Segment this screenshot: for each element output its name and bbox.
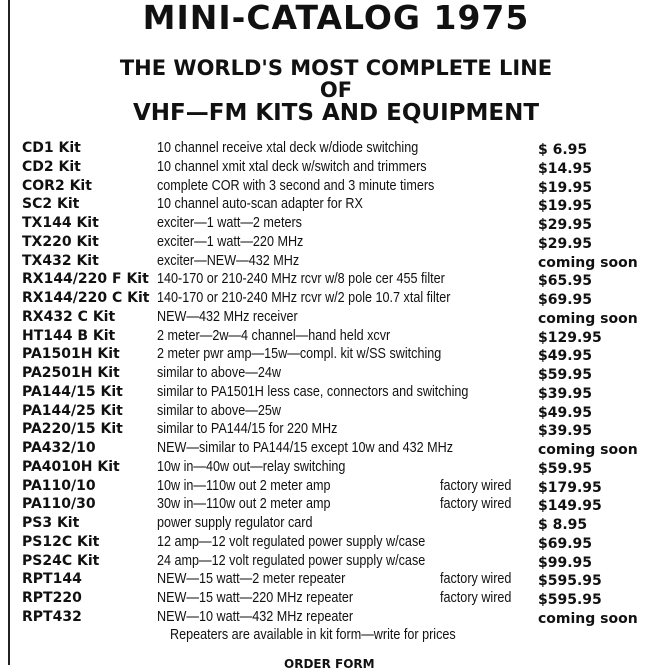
factory-wired-note: factory wired [440, 477, 512, 494]
item-price: $179.95 [538, 480, 602, 496]
model-number: HT144 B Kit [22, 328, 116, 344]
item-description: complete COR with 3 second and 3 minute timers [157, 177, 435, 194]
catalog-row [0, 552, 672, 570]
item-price: $29.95 [538, 217, 593, 233]
item-price: $39.95 [538, 386, 593, 402]
item-price: $ 6.95 [538, 142, 588, 158]
subtitle-line-3: VHF—FM KITS AND EQUIPMENT [132, 100, 540, 126]
model-number: RX144/220 F Kit [22, 271, 149, 287]
model-number: PA144/15 Kit [22, 384, 123, 400]
item-price: coming soon [538, 255, 638, 271]
item-description: 10 channel xmit xtal deck w/switch and trimmers [157, 158, 427, 175]
catalog-row [0, 589, 672, 607]
catalog-row [0, 345, 672, 363]
item-description: similar to above—24w [157, 364, 281, 381]
item-price: $29.95 [538, 236, 593, 252]
item-price: $59.95 [538, 367, 593, 383]
model-number: TX432 Kit [22, 253, 99, 269]
item-price: $19.95 [538, 180, 593, 196]
catalog-row [0, 402, 672, 420]
model-number: RX144/220 C Kit [22, 290, 150, 306]
item-description: exciter—1 watt—220 MHz [157, 233, 304, 250]
model-number: TX144 Kit [22, 215, 99, 231]
catalog-row [0, 139, 672, 157]
item-description: 30w in—110w out 2 meter amp [157, 495, 331, 512]
item-price: $99.95 [538, 555, 593, 571]
item-description: 2 meter pwr amp—15w—compl. kit w/SS switching [157, 345, 442, 362]
model-number: RPT220 [22, 590, 82, 606]
item-description: NEW—432 MHz receiver [157, 308, 298, 325]
item-price: coming soon [538, 311, 638, 327]
item-description: 140-170 or 210-240 MHz rcvr w/2 pole 10.7 xtal filter [157, 289, 451, 306]
model-number: CD2 Kit [22, 159, 81, 175]
catalog-row [0, 383, 672, 401]
item-description: power supply regulator card [157, 514, 313, 531]
catalog-row [0, 439, 672, 457]
catalog-row [0, 233, 672, 251]
item-description: similar to above—25w [157, 402, 281, 419]
catalog-row [0, 214, 672, 232]
item-price: $14.95 [538, 161, 593, 177]
catalog-row [0, 420, 672, 438]
item-description: NEW—10 watt—432 MHz repeater [157, 608, 354, 625]
catalog-title: MINI-CATALOG 1975 [142, 0, 530, 37]
model-number: RPT144 [22, 571, 82, 587]
catalog-row [0, 495, 672, 513]
item-price: $ 8.95 [538, 517, 588, 533]
model-number: RX432 C Kit [22, 309, 116, 325]
item-price: $149.95 [538, 498, 602, 514]
item-price: $65.95 [538, 273, 593, 289]
catalog-row [0, 327, 672, 345]
catalog-row [0, 477, 672, 495]
factory-wired-note: factory wired [440, 589, 512, 606]
item-description: 24 amp—12 volt regulated power supply w/case [157, 552, 426, 569]
catalog-row [0, 458, 672, 476]
item-price: $49.95 [538, 348, 593, 364]
model-number: PA432/10 [22, 440, 96, 456]
repeater-footnote: Repeaters are available in kit form—write for prices [170, 626, 456, 643]
item-description: NEW—15 watt—2 meter repeater [157, 570, 346, 587]
catalog-row [0, 270, 672, 288]
catalog-row [0, 158, 672, 176]
item-description: similar to PA144/15 for 220 MHz [157, 420, 338, 437]
catalog-row [0, 570, 672, 588]
catalog-row [0, 514, 672, 532]
item-description: NEW—similar to PA144/15 except 10w and 432 MHz [157, 439, 454, 456]
model-number: PS3 Kit [22, 515, 80, 531]
model-number: PA4010H Kit [22, 459, 120, 475]
order-form-heading: ORDER FORM [284, 657, 375, 671]
model-number: PA1501H Kit [22, 346, 120, 362]
factory-wired-note: factory wired [440, 570, 512, 587]
item-price: $69.95 [538, 292, 593, 308]
model-number: PS12C Kit [22, 534, 100, 550]
model-number: SC2 Kit [22, 196, 80, 212]
model-number: PA220/15 Kit [22, 421, 123, 437]
model-number: PS24C Kit [22, 553, 100, 569]
catalog-row [0, 533, 672, 551]
item-price: $595.95 [538, 592, 602, 608]
catalog-row [0, 177, 672, 195]
catalog-row [0, 195, 672, 213]
item-price: $595.95 [538, 573, 602, 589]
item-price: coming soon [538, 611, 638, 627]
model-number: COR2 Kit [22, 178, 92, 194]
item-price: $39.95 [538, 423, 593, 439]
subtitle-line-2: OF [319, 78, 353, 102]
catalog-row [0, 252, 672, 270]
item-price: $19.95 [538, 198, 593, 214]
item-price: $69.95 [538, 536, 593, 552]
subtitle-line-1: THE WORLD'S MOST COMPLETE LINE [119, 56, 553, 80]
item-description: 140-170 or 210-240 MHz rcvr w/8 pole cer 455 filter [157, 270, 445, 287]
model-number: PA110/30 [22, 496, 96, 512]
item-price: $129.95 [538, 330, 602, 346]
item-description: exciter—NEW—432 MHz [157, 252, 300, 269]
catalog-row [0, 308, 672, 326]
item-description: 10 channel auto-scan adapter for RX [157, 195, 363, 212]
item-price: $59.95 [538, 461, 593, 477]
catalog-row [0, 364, 672, 382]
model-number: PA2501H Kit [22, 365, 120, 381]
model-number: PA110/10 [22, 478, 96, 494]
item-description: 10w in—110w out 2 meter amp [157, 477, 331, 494]
item-price: $49.95 [538, 405, 593, 421]
item-description: 2 meter—2w—4 channel—hand held xcvr [157, 327, 391, 344]
item-description: similar to PA1501H less case, connectors and switching [157, 383, 469, 400]
item-price: coming soon [538, 442, 638, 458]
catalog-row [0, 289, 672, 307]
model-number: RPT432 [22, 609, 82, 625]
item-description: 12 amp—12 volt regulated power supply w/case [157, 533, 426, 550]
item-description: 10 channel receive xtal deck w/diode switching [157, 139, 419, 156]
item-description: NEW—15 watt—220 MHz repeater [157, 589, 354, 606]
catalog-row [0, 608, 672, 626]
model-number: TX220 Kit [22, 234, 99, 250]
item-description: 10w in—40w out—relay switching [157, 458, 346, 475]
factory-wired-note: factory wired [440, 495, 512, 512]
item-description: exciter—1 watt—2 meters [157, 214, 302, 231]
model-number: CD1 Kit [22, 140, 81, 156]
model-number: PA144/25 Kit [22, 403, 123, 419]
